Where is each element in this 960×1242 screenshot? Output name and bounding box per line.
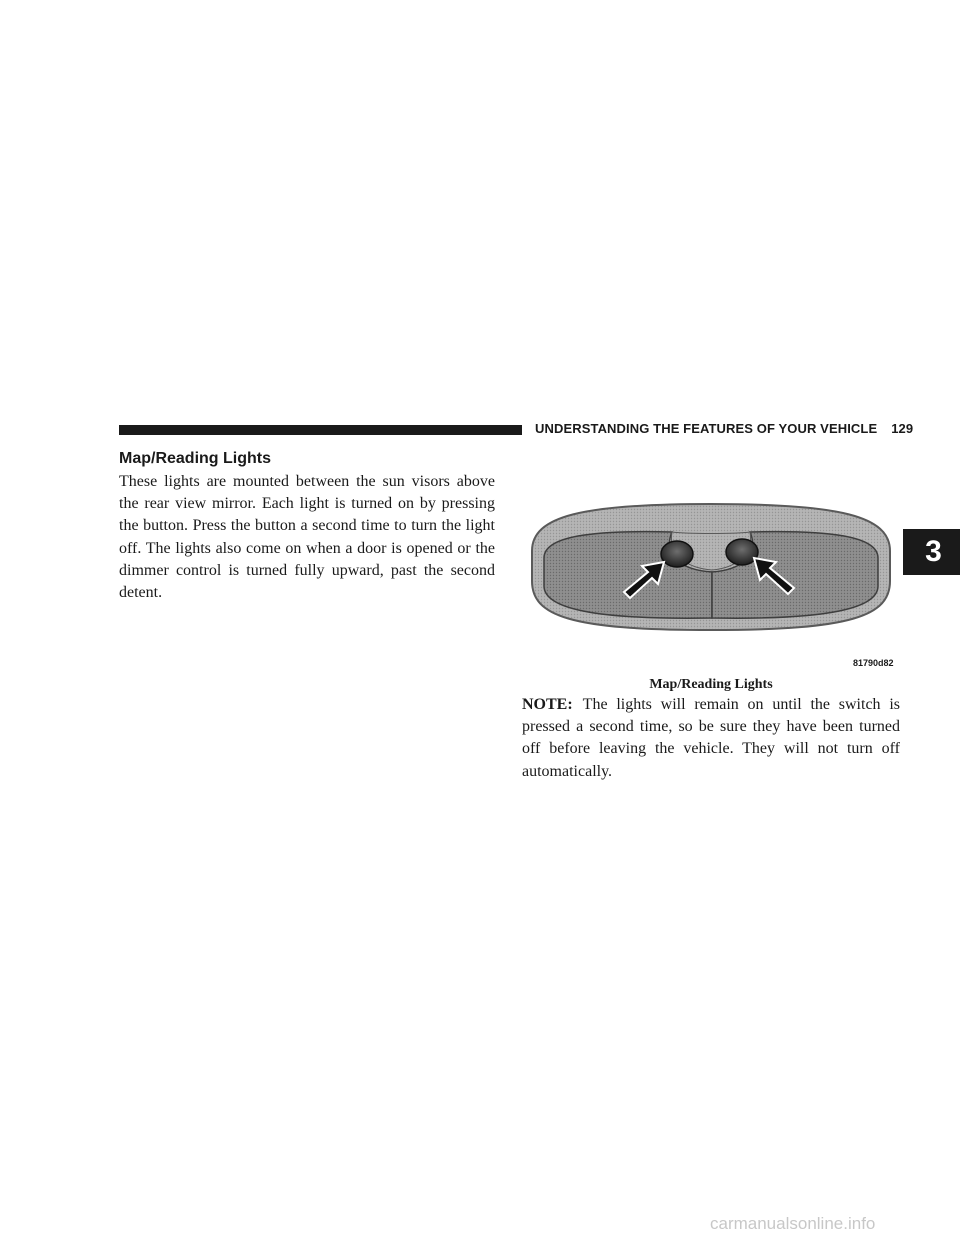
chapter-tab: 3 <box>903 529 960 575</box>
running-header <box>535 421 913 436</box>
left-button-icon <box>661 541 693 567</box>
note-body: The lights will remain on until the switch is pressed a second time, so be sure they have been turned off before leaving the vehicle. They will not turn off automatically. <box>522 696 900 780</box>
figure-caption: Map/Reading Lights <box>649 677 773 692</box>
map-light-console-icon <box>522 496 900 636</box>
right-button-icon <box>726 539 758 565</box>
page-number: 129 <box>891 421 914 436</box>
note-label: NOTE: <box>522 696 573 713</box>
header-rule <box>119 425 522 435</box>
section-body: These lights are mounted between the sun visors above the rear view mirror. Each light is turned on by pressing the button. Press the button a second time to turn the light off. The lights also come on when a door is opened or the dimmer control is turned fully upward, past the second detent. <box>119 473 495 602</box>
map-light-figure <box>522 496 900 636</box>
note <box>522 694 900 783</box>
header-title: UNDERSTANDING THE FEATURES OF YOUR VEHICLE <box>535 421 878 436</box>
watermark[interactable]: carmanualsonline.info <box>710 1214 876 1233</box>
figure-code: 81790d82 <box>853 658 894 668</box>
section-heading: Map/Reading Lights <box>119 450 271 467</box>
